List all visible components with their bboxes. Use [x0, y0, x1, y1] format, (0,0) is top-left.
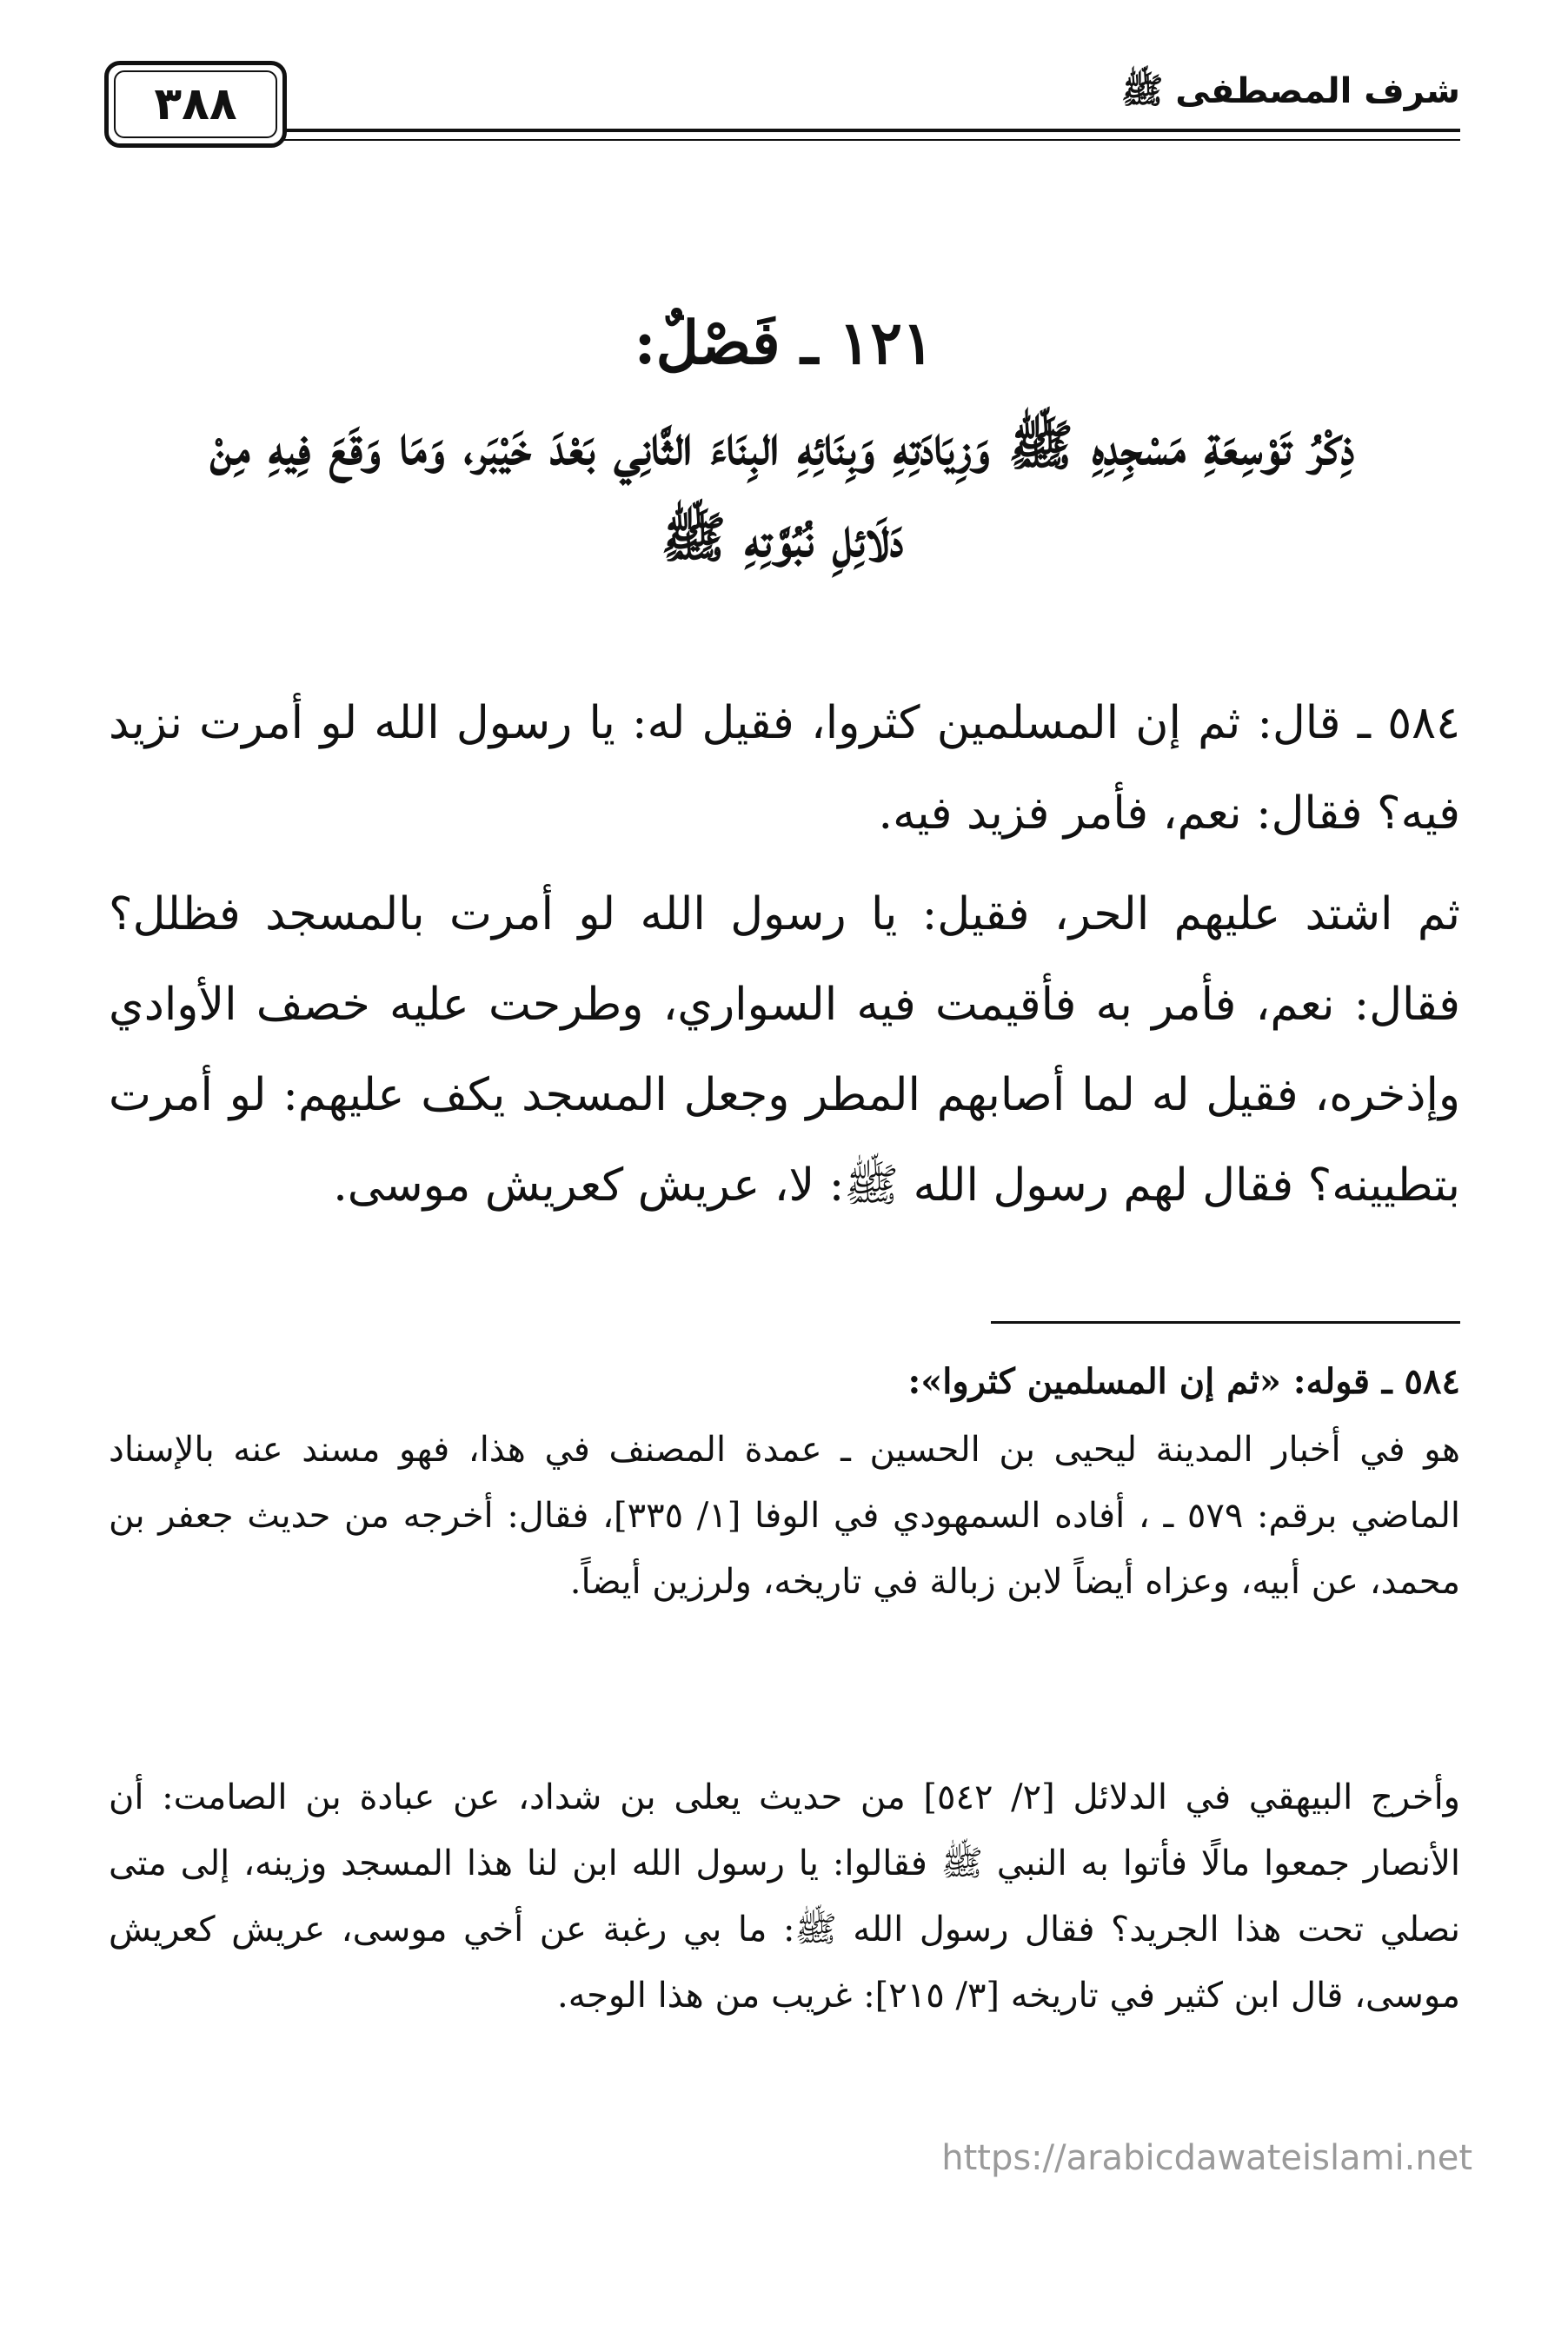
- section-title: ذِكْرُ تَوْسِعَةِ مَسْجِدِهِ ﷺ وَزِيَادَتِهِ وَبِنَائِهِ البِنَاءَ الثَّانِي بَعْدَ خَيْبَر، وَمَا وَقَعَ فِيهِ مِنْ دَلَائِلِ نُبُوَّتِهِ ﷺ: [209, 414, 1355, 569]
- header-rule: [122, 129, 1460, 132]
- paragraph-continuation: ثم اشتد عليهم الحر، فقيل: يا رسول الله لو أمرت بالمسجد فظلل؟ فقال: نعم، فأمر به فأقيمت فيه السواري، وطرحت عليه خصف الأوادي وإذخره، فقيل له لما أصابهم المطر وجعل المسجد يكف عليهم: لو أمرت بتطيينه؟ فقال لهم رسول الله ﷺ: لا، عريش كعريش موسى.: [109, 888, 1460, 1212]
- book-title: شرف المصطفى ﷺ: [1120, 71, 1460, 111]
- header-rule-thin: [122, 139, 1460, 141]
- running-header: [104, 61, 1460, 165]
- footnote-heading: ٥٨٤ ـ قوله: «ثم إن المسلمين كثروا»:: [907, 1361, 1460, 1402]
- footnote-separator: [991, 1321, 1460, 1324]
- paragraph-584: ٥٨٤ ـ قال: ثم إن المسلمين كثروا، فقيل له: يا رسول الله لو أمرت نزيد فيه؟ فقال: نعم، فأمر فزيد فيه.: [109, 697, 1460, 840]
- page-number-box: [104, 61, 287, 148]
- footnote-paragraph-1: هو في أخبار المدينة ليحيى بن الحسين ـ عمدة المصنف في هذا، فهو مسند عنه بالإسناد الماضي برقم: ٥٧٩ ـ ، أفاده السمهودي في الوفا [١/ ٣٣٥]، فقال: أخرجه من حديث جعفر بن محمد، عن أبيه، وعزاه أيضاً لابن زبالة في تاريخه، ولرزين أيضاً.: [109, 1430, 1461, 1602]
- page-number: ٣٨٨: [114, 70, 277, 138]
- footnote-paragraph-2: وأخرج البيهقي في الدلائل [٢/ ٥٤٢] من حديث يعلى بن شداد، عن عبادة بن الصامت: أن الأنصار جمعوا مالًا فأتوا به النبي ﷺ فقالوا: يا رسول الله ابن لنا هذا المسجد وزينه، إلى متى نصلي تحت هذا الجريد؟ فقال رسول الله ﷺ: ما بي رغبة عن أخي موسى، عريش كعريش موسى، قال ابن كثير في تاريخه [٣/ ٢١٥]: غريب من هذا الوجه.: [109, 1777, 1460, 2016]
- watermark-url: https://arabicdawateislami.net: [941, 2138, 1472, 2178]
- section-number: ١٢١ ـ فَصْلٌ:: [634, 309, 934, 378]
